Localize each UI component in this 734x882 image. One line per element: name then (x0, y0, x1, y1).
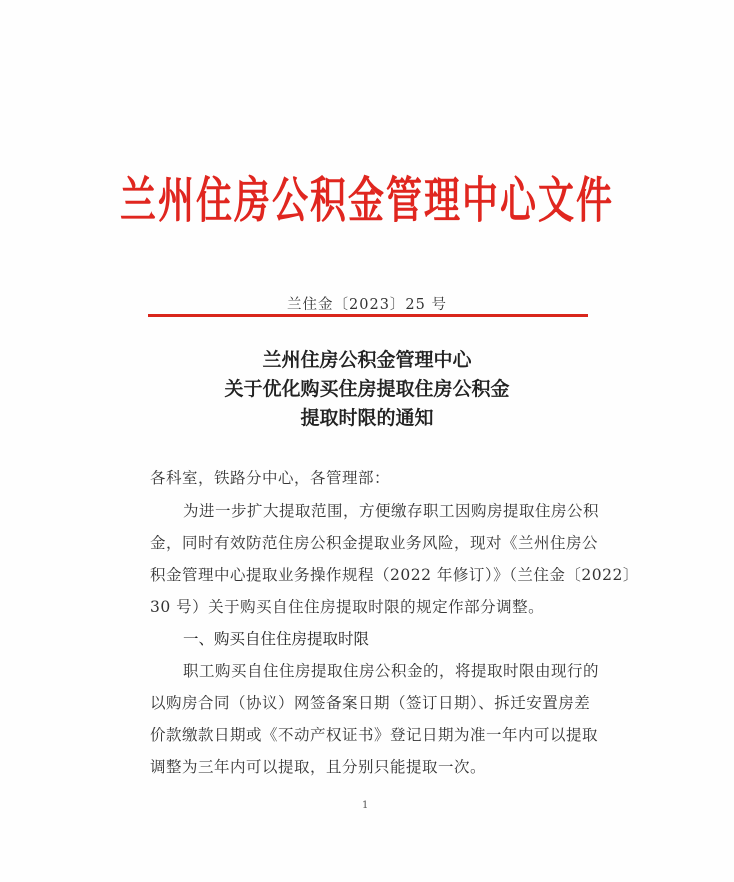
page-number: 1 (362, 800, 369, 811)
notice-title-line-1: 兰州住房公积金管理中心 (262, 349, 472, 371)
section-1-heading: 一、购买自住住房提取时限 (183, 630, 370, 648)
paragraph-2-line-2: 以购房合同（协议）网签备案日期（签订日期）、拆迁安置房差 (150, 694, 591, 712)
paragraph-1-line-3: 积金管理中心提取业务操作规程（2022 年修订）》（兰住金〔2022〕 (150, 566, 639, 584)
notice-title-line-2: 关于优化购买住房提取住房公积金 (224, 378, 510, 400)
paragraph-1-line-4: 30 号）关于购买自住住房提取时限的规定作部分调整。 (150, 598, 545, 616)
paragraph-1-line-2: 金，同时有效防范住房公积金提取业务风险，现对《兰州住房公 (150, 534, 599, 552)
notice-title (0, 346, 734, 433)
issuing-authority-header: 兰州住房公积金管理中心文件 (119, 172, 614, 230)
paragraph-1-line-1: 为进一步扩大提取范围，方便缴存职工因购房提取住房公积 (183, 502, 600, 520)
red-divider-line (148, 314, 588, 317)
paragraph-2-line-1: 职工购买自住住房提取住房公积金的，将提取时限由现行的 (183, 662, 600, 680)
salutation: 各科室，铁路分中心，各管理部： (150, 469, 391, 487)
paragraph-2-line-4: 调整为三年内可以提取，且分别只能提取一次。 (150, 758, 487, 776)
document-number: 兰住金〔2023〕25 号 (287, 297, 447, 313)
notice-title-line-3: 提取时限的通知 (300, 407, 434, 429)
paragraph-2-line-3: 价款缴款日期或《不动产权证书》登记日期为准一年内可以提取 (150, 726, 599, 744)
